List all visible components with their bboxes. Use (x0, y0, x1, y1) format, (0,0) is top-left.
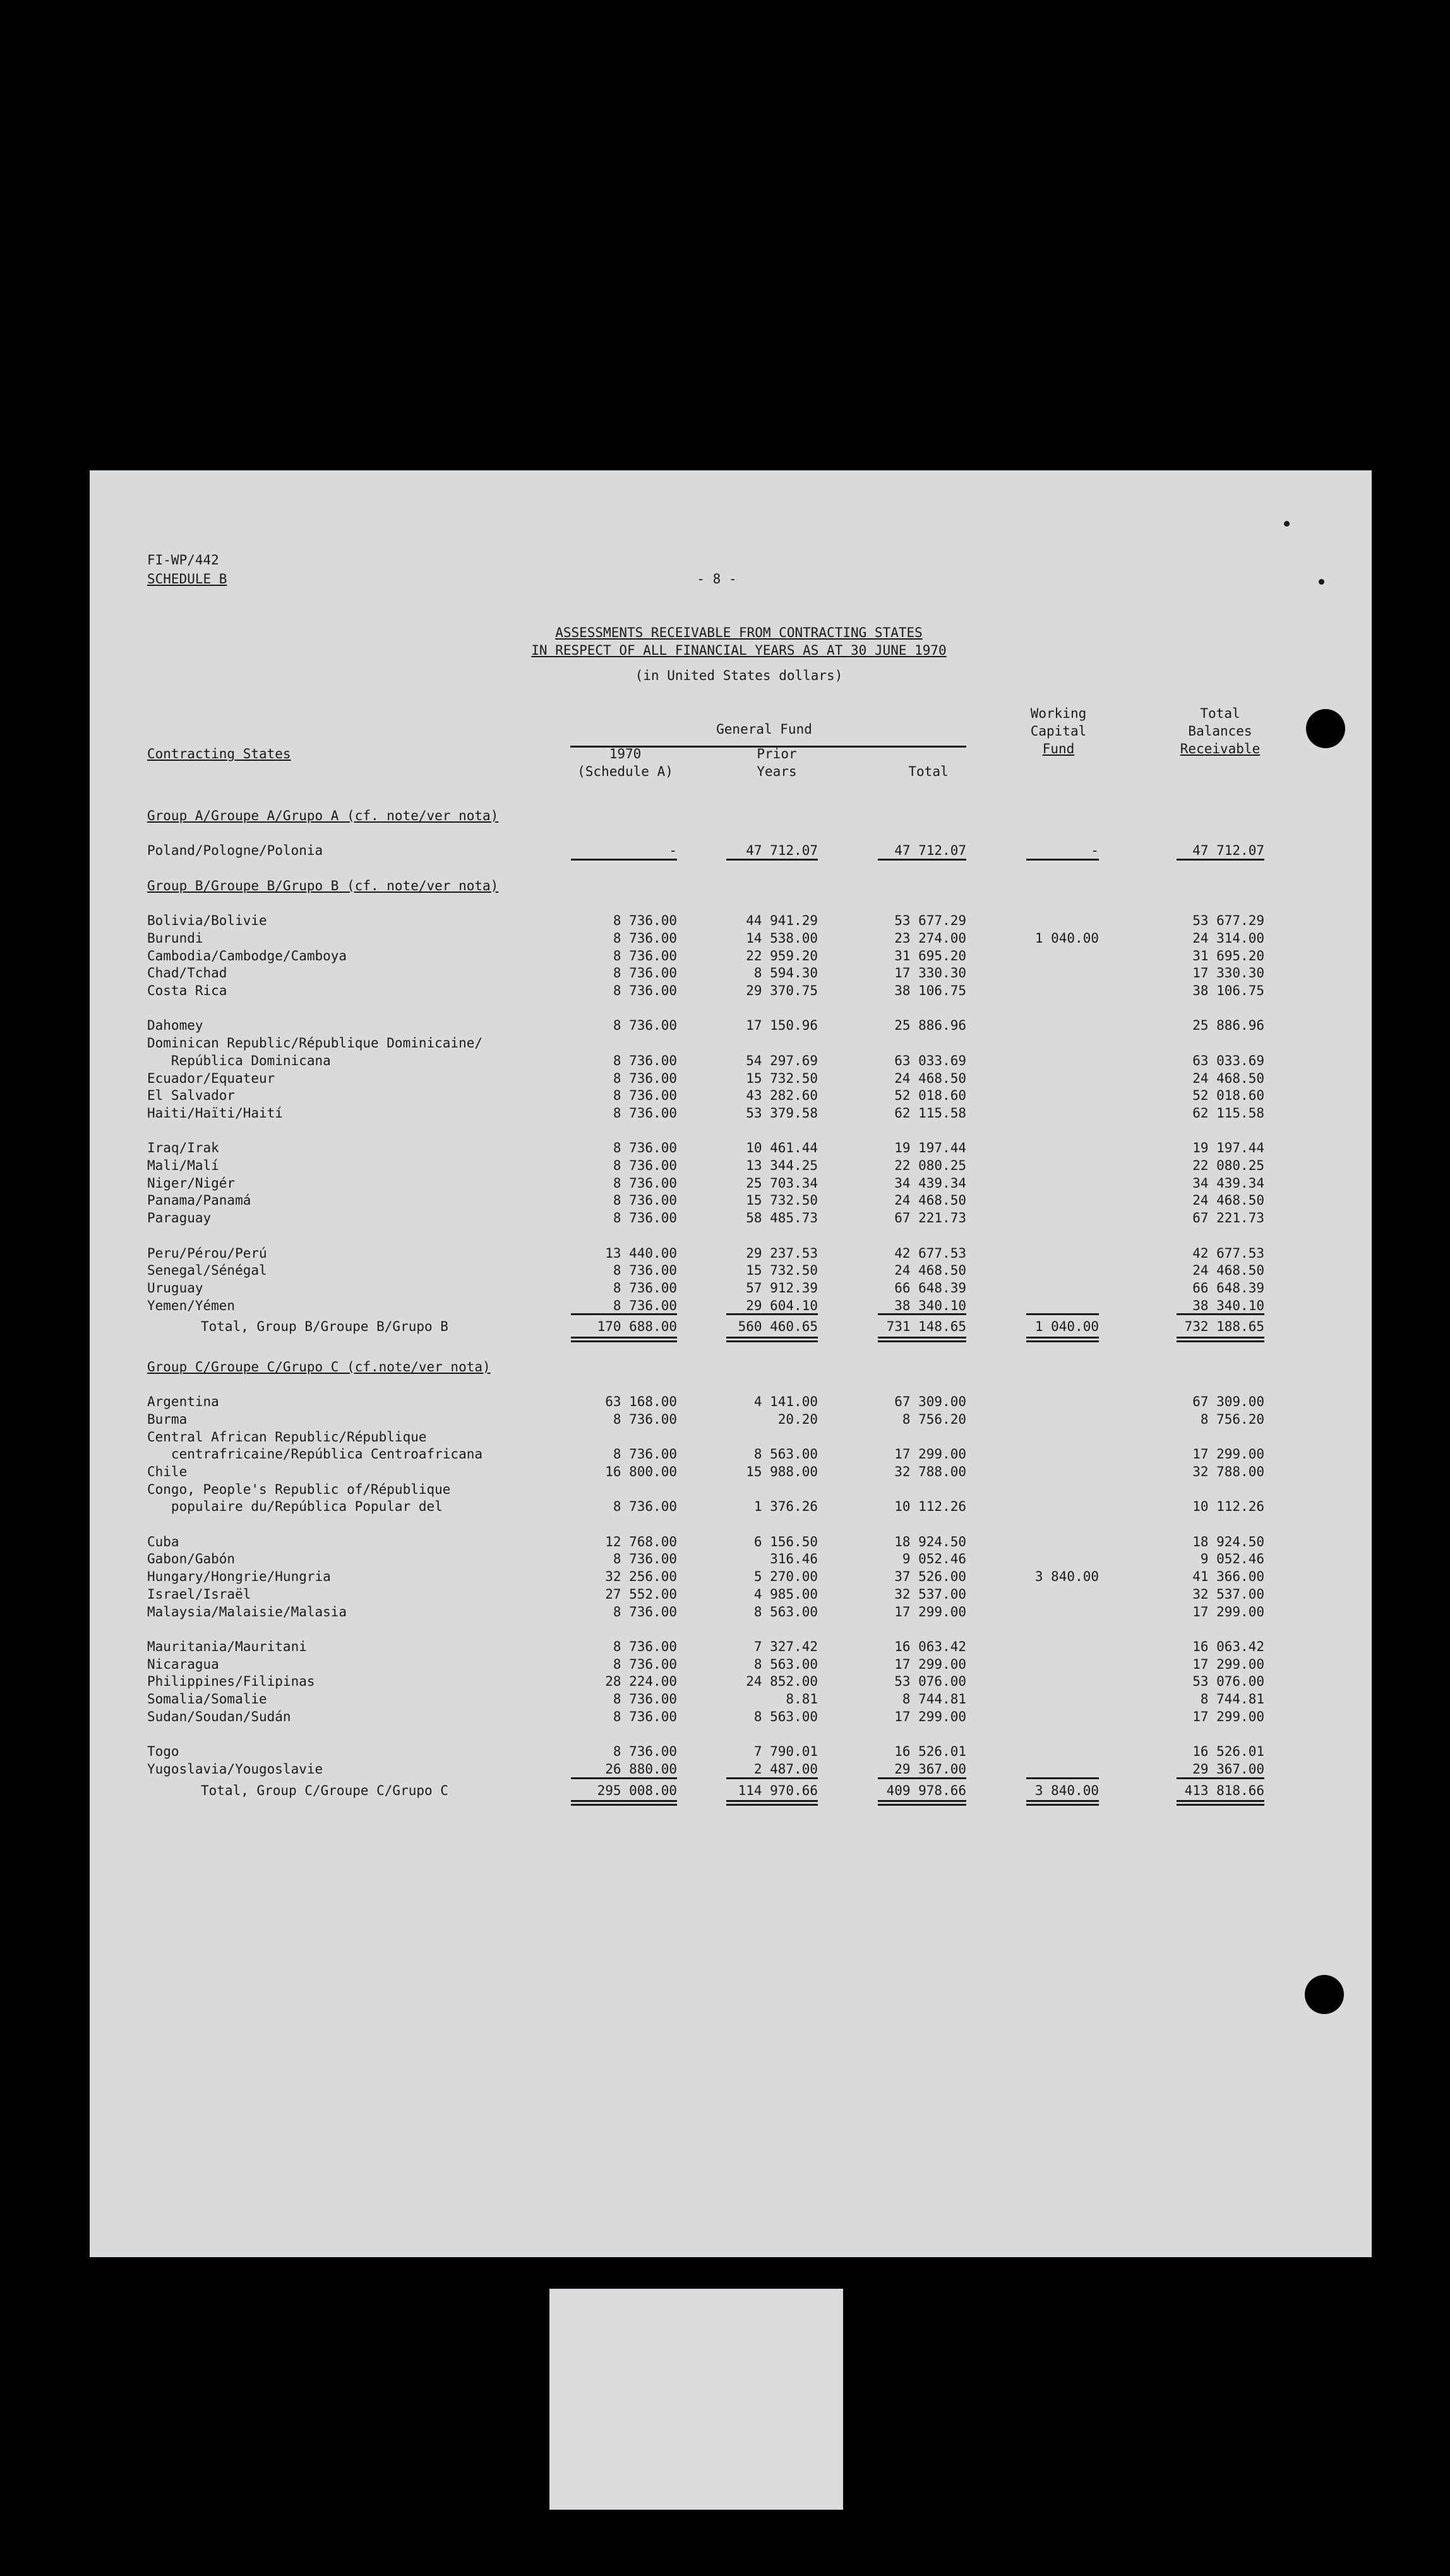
header-working-3: Fund (1042, 741, 1075, 756)
cell-total-balances: 10 112.26 (1192, 1499, 1264, 1515)
cell-1970: 8 736.00 (613, 1411, 677, 1427)
cell-total: 8 744.81 (902, 1691, 966, 1707)
cell-prior-years: 57 912.39 (746, 1280, 818, 1296)
cell-total-balances: 732 188.65 (1184, 1319, 1264, 1335)
cell-total-balances: 413 818.66 (1184, 1782, 1264, 1798)
cell-total: 17 299.00 (894, 1656, 966, 1672)
cell-prior-years: 4 985.00 (753, 1586, 818, 1602)
cell-total-balances: 9 052.46 (1200, 1551, 1264, 1567)
cell-1970: 8 736.00 (613, 1744, 677, 1760)
header-balances-2: Balances (1188, 724, 1252, 739)
document-reference: FI-WP/442 (147, 552, 219, 568)
cell-total-balances: 32 788.00 (1192, 1464, 1264, 1479)
cell-prior-years: 316.46 (770, 1551, 818, 1567)
cell-1970: 8 736.00 (613, 1263, 677, 1279)
cell-total-balances: 8 756.20 (1200, 1411, 1264, 1427)
state-name: populaire du/República Popular del (147, 1499, 443, 1515)
cell-1970: 8 736.00 (613, 1446, 677, 1462)
state-name: Poland/Pologne/Polonia (147, 843, 323, 859)
state-name: Somalia/Somalie (147, 1691, 267, 1707)
total-double-rule (726, 1800, 818, 1802)
cell-total: 53 076.00 (894, 1674, 966, 1690)
cell-total-balances: 17 299.00 (1192, 1446, 1264, 1462)
cell-1970: 16 800.00 (605, 1464, 677, 1479)
cell-1970: 8 736.00 (613, 1691, 677, 1707)
group-total-label: Total, Group B/Groupe B/Grupo B (201, 1319, 448, 1335)
cell-total: 24 468.50 (894, 1193, 966, 1208)
header-general-fund: General Fund (716, 722, 812, 737)
cell-total: 18 924.50 (894, 1534, 966, 1549)
total-double-rule (726, 1804, 818, 1806)
cell-total: 8 756.20 (902, 1411, 966, 1427)
subtotal-rule (726, 859, 818, 861)
cell-prior-years: 44 941.29 (746, 913, 818, 929)
cell-1970: - (669, 843, 677, 859)
total-double-rule (1177, 1340, 1264, 1342)
cell-1970: 8 736.00 (613, 1018, 677, 1034)
total-double-rule (571, 1800, 677, 1802)
total-double-rule (1026, 1340, 1099, 1342)
group-heading: Group C/Groupe C/Grupo C (cf.note/ver nota) (147, 1359, 491, 1374)
total-double-rule (1177, 1804, 1264, 1806)
group-heading: Group B/Groupe B/Grupo B (cf. note/ver nota) (147, 878, 499, 893)
cell-total: 17 299.00 (894, 1604, 966, 1619)
cell-total: 32 537.00 (894, 1586, 966, 1602)
header-prior-2: Years (757, 764, 797, 779)
cell-prior-years: 14 538.00 (746, 930, 818, 946)
cell-total-balances: 34 439.34 (1192, 1175, 1264, 1191)
cell-1970: 295 008.00 (597, 1782, 677, 1798)
cell-1970: 8 736.00 (613, 1193, 677, 1208)
cell-prior-years: 13 344.25 (746, 1158, 818, 1173)
state-name: Senegal/Sénégal (147, 1263, 267, 1279)
cell-1970: 8 736.00 (613, 1052, 677, 1068)
state-name: Hungary/Hongrie/Hungria (147, 1569, 331, 1585)
subtotal-rule (878, 859, 966, 861)
currency-note: (in United States dollars) (635, 668, 843, 683)
total-double-rule (571, 1337, 677, 1339)
state-name: Chad/Tchad (147, 965, 227, 981)
cell-total-balances: 53 677.29 (1192, 913, 1264, 929)
cell-1970: 8 736.00 (613, 1280, 677, 1296)
total-double-rule (1026, 1337, 1099, 1339)
total-double-rule (571, 1340, 677, 1342)
state-name: República Dominicana (147, 1052, 331, 1068)
cell-1970: 12 768.00 (605, 1534, 677, 1549)
total-double-rule (726, 1337, 818, 1339)
cell-total: 34 439.34 (894, 1175, 966, 1191)
cell-total-balances: 38 106.75 (1192, 983, 1264, 998)
total-double-rule (878, 1804, 966, 1806)
cell-1970: 8 736.00 (613, 930, 677, 946)
cell-total-balances: 31 695.20 (1192, 948, 1264, 963)
cell-1970: 8 736.00 (613, 913, 677, 929)
cell-total-balances: 8 744.81 (1200, 1691, 1264, 1707)
subtotal-rule (571, 1777, 677, 1779)
subtotal-rule (571, 1313, 677, 1315)
cell-total: 9 052.46 (902, 1551, 966, 1567)
cell-1970: 8 736.00 (613, 1499, 677, 1515)
cell-1970: 8 736.00 (613, 1604, 677, 1619)
cell-prior-years: 54 297.69 (746, 1052, 818, 1068)
cell-total: 17 299.00 (894, 1708, 966, 1724)
cell-total-balances: 29 367.00 (1192, 1761, 1264, 1777)
cell-total: 17 330.30 (894, 965, 966, 981)
state-name: Israel/Israël (147, 1586, 251, 1602)
state-name: Gabon/Gabón (147, 1551, 236, 1567)
cell-total: 10 112.26 (894, 1499, 966, 1515)
state-name: centrafricaine/República Centroafricana (147, 1446, 483, 1462)
state-name: Cuba (147, 1534, 179, 1549)
cell-prior-years: 8 594.30 (753, 965, 818, 981)
cell-total: 22 080.25 (894, 1158, 966, 1173)
cell-1970: 32 256.00 (605, 1569, 677, 1585)
cell-1970: 8 736.00 (613, 1158, 677, 1173)
cell-1970: 28 224.00 (605, 1674, 677, 1690)
cell-prior-years: 58 485.73 (746, 1210, 818, 1226)
cell-total: 38 106.75 (894, 983, 966, 998)
cell-1970: 8 736.00 (613, 965, 677, 981)
speck-mark (1319, 579, 1324, 585)
subtotal-rule (878, 1777, 966, 1779)
cell-total-balances: 53 076.00 (1192, 1674, 1264, 1690)
cell-1970: 13 440.00 (605, 1245, 677, 1261)
cell-total-balances: 24 468.50 (1192, 1070, 1264, 1086)
cell-prior-years: 1 376.26 (753, 1499, 818, 1515)
state-name: Peru/Pérou/Perú (147, 1245, 267, 1261)
state-name: Nicaragua (147, 1656, 219, 1672)
cell-prior-years: 4 141.00 (753, 1394, 818, 1410)
cell-total-balances: 32 537.00 (1192, 1586, 1264, 1602)
cell-total: 37 526.00 (894, 1569, 966, 1585)
cell-total-balances: 47 712.07 (1192, 843, 1264, 859)
table-title-line-1: ASSESSMENTS RECEIVABLE FROM CONTRACTING STATES (555, 625, 923, 640)
cell-prior-years: 8.81 (786, 1691, 818, 1707)
cell-total-balances: 67 221.73 (1192, 1210, 1264, 1226)
cell-total: 67 221.73 (894, 1210, 966, 1226)
cell-total-balances: 22 080.25 (1192, 1158, 1264, 1173)
cell-1970: 8 736.00 (613, 1088, 677, 1104)
header-schedule-a: (Schedule A) (577, 764, 673, 779)
cell-total: 67 309.00 (894, 1394, 966, 1410)
state-name: Yemen/Yémen (147, 1297, 236, 1313)
cell-total-balances: 66 648.39 (1192, 1280, 1264, 1296)
cell-prior-years: 560 460.65 (738, 1319, 818, 1335)
state-name: Philippines/Filipinas (147, 1674, 315, 1690)
cell-total: 24 468.50 (894, 1263, 966, 1279)
state-name: Ecuador/Equateur (147, 1070, 275, 1086)
cell-total: 16 063.42 (894, 1638, 966, 1654)
state-name: Costa Rica (147, 983, 227, 998)
cell-total-balances: 24 468.50 (1192, 1193, 1264, 1208)
state-name: Niger/Nigér (147, 1175, 236, 1191)
state-name: Haiti/Haïti/Haití (147, 1105, 283, 1121)
total-double-rule (878, 1800, 966, 1802)
cell-working-capital: 1 040.00 (1034, 930, 1099, 946)
cell-working-capital: 3 840.00 (1034, 1569, 1099, 1585)
cell-working-capital: 3 840.00 (1034, 1782, 1099, 1798)
cell-1970: 8 736.00 (613, 1297, 677, 1313)
cell-total-balances: 42 677.53 (1192, 1245, 1264, 1261)
cell-prior-years: 22 959.20 (746, 948, 818, 963)
cell-total-balances: 52 018.60 (1192, 1088, 1264, 1104)
total-double-rule (726, 1340, 818, 1342)
cell-prior-years: 15 732.50 (746, 1070, 818, 1086)
schedule-label: SCHEDULE B (147, 571, 227, 587)
state-name: Panama/Panamá (147, 1193, 251, 1208)
cell-working-capital: 1 040.00 (1034, 1319, 1099, 1335)
cell-1970: 8 736.00 (613, 1175, 677, 1191)
cell-total-balances: 17 299.00 (1192, 1708, 1264, 1724)
cell-1970: 8 736.00 (613, 1638, 677, 1654)
cell-total: 16 526.01 (894, 1744, 966, 1760)
cell-prior-years: 8 563.00 (753, 1656, 818, 1672)
state-name: Central African Republic/République (147, 1429, 427, 1445)
cell-prior-years: 29 237.53 (746, 1245, 818, 1261)
subtotal-rule (1177, 1313, 1264, 1315)
cell-total: 17 299.00 (894, 1446, 966, 1462)
cell-prior-years: 7 327.42 (753, 1638, 818, 1654)
punch-hole-bottom (1305, 1975, 1344, 2014)
subtotal-rule (1026, 1777, 1099, 1779)
cell-total: 19 197.44 (894, 1140, 966, 1156)
cell-prior-years: 24 852.00 (746, 1674, 818, 1690)
subtotal-rule (878, 1313, 966, 1315)
cell-prior-years: 8 563.00 (753, 1446, 818, 1462)
header-working-1: Working (1030, 706, 1087, 721)
cell-total: 52 018.60 (894, 1088, 966, 1104)
cell-prior-years: 43 282.60 (746, 1088, 818, 1104)
cell-1970: 8 736.00 (613, 1656, 677, 1672)
state-name: Paraguay (147, 1210, 212, 1226)
cell-total: 31 695.20 (894, 948, 966, 963)
total-double-rule (1026, 1800, 1099, 1802)
total-double-rule (1177, 1800, 1264, 1802)
state-name: Dahomey (147, 1018, 203, 1034)
cell-prior-years: 47 712.07 (746, 843, 818, 859)
cell-prior-years: 5 270.00 (753, 1569, 818, 1585)
cell-1970: 8 736.00 (613, 1070, 677, 1086)
cell-prior-years: 20.20 (777, 1411, 818, 1427)
cell-1970: 8 736.00 (613, 1708, 677, 1724)
state-name: Mauritania/Mauritani (147, 1638, 307, 1654)
cell-1970: 63 168.00 (605, 1394, 677, 1410)
state-name: Iraq/Irak (147, 1140, 219, 1156)
state-name: Sudan/Soudan/Sudán (147, 1708, 291, 1724)
cell-total: 62 115.58 (894, 1105, 966, 1121)
cell-1970: 170 688.00 (597, 1319, 677, 1335)
group-heading: Group A/Groupe A/Grupo A (cf. note/ver nota) (147, 808, 499, 823)
cell-prior-years: 17 150.96 (746, 1018, 818, 1034)
group-total-label: Total, Group C/Groupe C/Grupo C (201, 1782, 448, 1798)
cell-total-balances: 63 033.69 (1192, 1052, 1264, 1068)
cell-prior-years: 15 732.50 (746, 1263, 818, 1279)
cell-total-balances: 18 924.50 (1192, 1534, 1264, 1549)
cell-1970: 8 736.00 (613, 948, 677, 963)
total-double-rule (878, 1340, 966, 1342)
speck-mark (1284, 521, 1290, 527)
cell-total-balances: 24 468.50 (1192, 1263, 1264, 1279)
header-balances-1: Total (1200, 706, 1240, 721)
cell-1970: 27 552.00 (605, 1586, 677, 1602)
cell-working-capital: - (1091, 843, 1099, 859)
cell-prior-years: 10 461.44 (746, 1140, 818, 1156)
cell-total-balances: 25 886.96 (1192, 1018, 1264, 1034)
cell-prior-years: 6 156.50 (753, 1534, 818, 1549)
subtotal-rule (1177, 859, 1264, 861)
total-double-rule (1026, 1804, 1099, 1806)
cell-prior-years: 53 379.58 (746, 1105, 818, 1121)
state-name: Burundi (147, 930, 203, 946)
cell-total: 38 340.10 (894, 1297, 966, 1313)
cell-1970: 8 736.00 (613, 1551, 677, 1567)
state-name: Cambodia/Cambodge/Camboya (147, 948, 347, 963)
cell-total-balances: 19 197.44 (1192, 1140, 1264, 1156)
header-1970: 1970 (609, 746, 642, 761)
cell-total-balances: 16 526.01 (1192, 1744, 1264, 1760)
cell-1970: 8 736.00 (613, 1210, 677, 1226)
cell-total-balances: 17 299.00 (1192, 1604, 1264, 1619)
header-total: Total (908, 764, 949, 779)
cell-total: 53 677.29 (894, 913, 966, 929)
cell-total: 23 274.00 (894, 930, 966, 946)
state-name: Argentina (147, 1394, 219, 1410)
cell-total: 66 648.39 (894, 1280, 966, 1296)
cell-prior-years: 29 370.75 (746, 983, 818, 998)
cell-total: 63 033.69 (894, 1052, 966, 1068)
cell-total: 32 788.00 (894, 1464, 966, 1479)
total-double-rule (878, 1337, 966, 1339)
subtotal-rule (1026, 859, 1099, 861)
subtotal-rule (571, 859, 677, 861)
cell-prior-years: 29 604.10 (746, 1297, 818, 1313)
state-name: Congo, People's Republic of/République (147, 1481, 451, 1497)
state-name: Burma (147, 1411, 188, 1427)
state-name: Mali/Malí (147, 1158, 219, 1173)
subtotal-rule (726, 1777, 818, 1779)
header-contracting-states: Contracting States (147, 746, 291, 761)
cell-prior-years: 8 563.00 (753, 1708, 818, 1724)
state-name: Uruguay (147, 1280, 203, 1296)
cell-total-balances: 41 366.00 (1192, 1569, 1264, 1585)
punch-hole-top (1306, 709, 1345, 748)
cell-prior-years: 7 790.01 (753, 1744, 818, 1760)
state-name: Dominican Republic/République Dominicaine/ (147, 1035, 483, 1051)
cell-total-balances: 17 299.00 (1192, 1656, 1264, 1672)
table-title-line-2: IN RESPECT OF ALL FINANCIAL YEARS AS AT 30 JUNE 1970 (531, 643, 947, 658)
cell-prior-years: 15 988.00 (746, 1464, 818, 1479)
state-name: Yugoslavia/Yougoslavie (147, 1761, 323, 1777)
cell-total: 42 677.53 (894, 1245, 966, 1261)
cell-prior-years: 15 732.50 (746, 1193, 818, 1208)
cell-total: 47 712.07 (894, 843, 966, 859)
cell-total: 24 468.50 (894, 1070, 966, 1086)
subtotal-rule (726, 1313, 818, 1315)
cell-total: 29 367.00 (894, 1761, 966, 1777)
state-name: Chile (147, 1464, 188, 1479)
cell-total-balances: 38 340.10 (1192, 1297, 1264, 1313)
cell-1970: 8 736.00 (613, 1140, 677, 1156)
header-prior-1: Prior (757, 746, 797, 761)
cell-prior-years: 8 563.00 (753, 1604, 818, 1619)
state-name: Bolivia/Bolivie (147, 913, 267, 929)
cell-total-balances: 62 115.58 (1192, 1105, 1264, 1121)
header-balances-3: Receivable (1180, 741, 1261, 756)
subtotal-rule (1177, 1777, 1264, 1779)
cell-1970: 26 880.00 (605, 1761, 677, 1777)
cell-1970: 8 736.00 (613, 983, 677, 998)
state-name: Togo (147, 1744, 179, 1760)
page-number: - 8 - (697, 571, 737, 587)
cell-prior-years: 25 703.34 (746, 1175, 818, 1191)
cell-1970: 8 736.00 (613, 1105, 677, 1121)
cell-total: 25 886.96 (894, 1018, 966, 1034)
header-working-2: Capital (1030, 724, 1087, 739)
cell-total-balances: 16 063.42 (1192, 1638, 1264, 1654)
total-double-rule (1177, 1337, 1264, 1339)
cell-total: 409 978.66 (886, 1782, 966, 1798)
state-name: El Salvador (147, 1088, 236, 1104)
subtotal-rule (1026, 1313, 1099, 1315)
cell-total-balances: 17 330.30 (1192, 965, 1264, 981)
blank-card (549, 2289, 843, 2510)
total-double-rule (571, 1804, 677, 1806)
state-name: Malaysia/Malaisie/Malasia (147, 1604, 347, 1619)
cell-prior-years: 2 487.00 (753, 1761, 818, 1777)
cell-total-balances: 24 314.00 (1192, 930, 1264, 946)
cell-prior-years: 114 970.66 (738, 1782, 818, 1798)
cell-total-balances: 67 309.00 (1192, 1394, 1264, 1410)
cell-total: 731 148.65 (886, 1319, 966, 1335)
